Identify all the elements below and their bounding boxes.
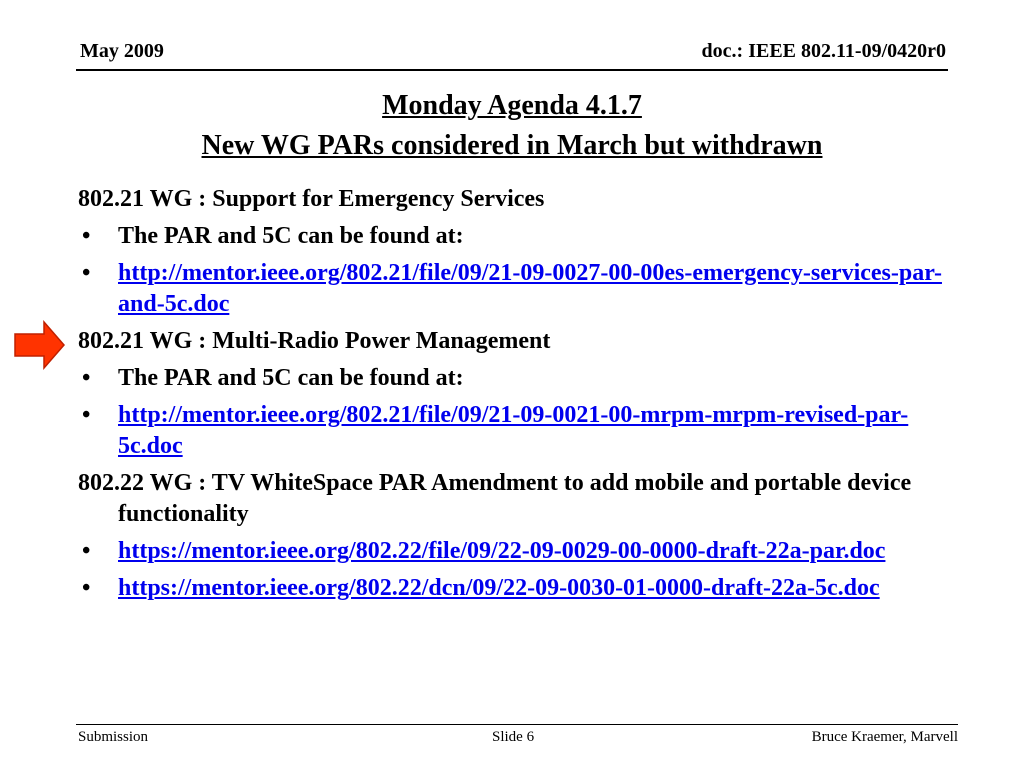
header-divider bbox=[76, 69, 948, 71]
list-item bbox=[78, 400, 948, 462]
link-mrpm-par[interactable]: http://mentor.ieee.org/802.21/file/09/21-09-0021-00-mrpm-mrpm-revised-par-5c.doc bbox=[118, 402, 909, 459]
link-22a-par[interactable]: https://mentor.ieee.org/802.22/file/09/22-09-0029-00-0000-draft-22a-par.doc bbox=[118, 538, 886, 564]
right-arrow-icon bbox=[14, 320, 66, 370]
list-item bbox=[78, 536, 948, 567]
bullet-icon: • bbox=[82, 402, 91, 428]
bullet-text: The PAR and 5C can be found at: bbox=[118, 223, 464, 249]
bullet-icon: • bbox=[82, 223, 91, 249]
list-item bbox=[78, 258, 948, 320]
list-item bbox=[78, 221, 948, 252]
title-line-1: Monday Agenda 4.1.7 bbox=[382, 90, 642, 121]
bullet-text: The PAR and 5C can be found at: bbox=[118, 365, 464, 391]
bullet-icon: • bbox=[82, 365, 91, 391]
header-date: May 2009 bbox=[80, 40, 164, 62]
section-heading-mrpm: 802.21 WG : Multi-Radio Power Management bbox=[78, 328, 551, 354]
footer-submission: Submission bbox=[78, 729, 149, 745]
bullet-icon: • bbox=[82, 538, 91, 564]
link-22a-5c[interactable]: https://mentor.ieee.org/802.22/dcn/09/22-09-0030-01-0000-draft-22a-5c.doc bbox=[118, 575, 880, 601]
footer-slide-number: Slide 6 bbox=[492, 729, 535, 745]
slide-title bbox=[0, 86, 1024, 166]
footer-divider bbox=[76, 724, 958, 725]
bullet-icon: • bbox=[82, 260, 91, 286]
title-line-2: New WG PARs considered in March but withdrawn bbox=[201, 130, 823, 161]
slide-body bbox=[78, 184, 948, 610]
list-item bbox=[78, 363, 948, 394]
bullet-icon: • bbox=[82, 575, 91, 601]
header-doc-id: doc.: IEEE 802.11-09/0420r0 bbox=[701, 40, 946, 62]
list-item bbox=[78, 573, 948, 604]
link-emergency-par[interactable]: http://mentor.ieee.org/802.21/file/09/21-09-0027-00-00es-emergency-services-par-and-5c.doc bbox=[118, 260, 942, 317]
footer-author: Bruce Kraemer, Marvell bbox=[811, 729, 958, 745]
section-heading-emergency: 802.21 WG : Support for Emergency Services bbox=[78, 186, 545, 212]
section-heading-tvws: 802.22 WG : TV WhiteSpace PAR Amendment to add mobile and portable device functionality bbox=[78, 470, 912, 527]
